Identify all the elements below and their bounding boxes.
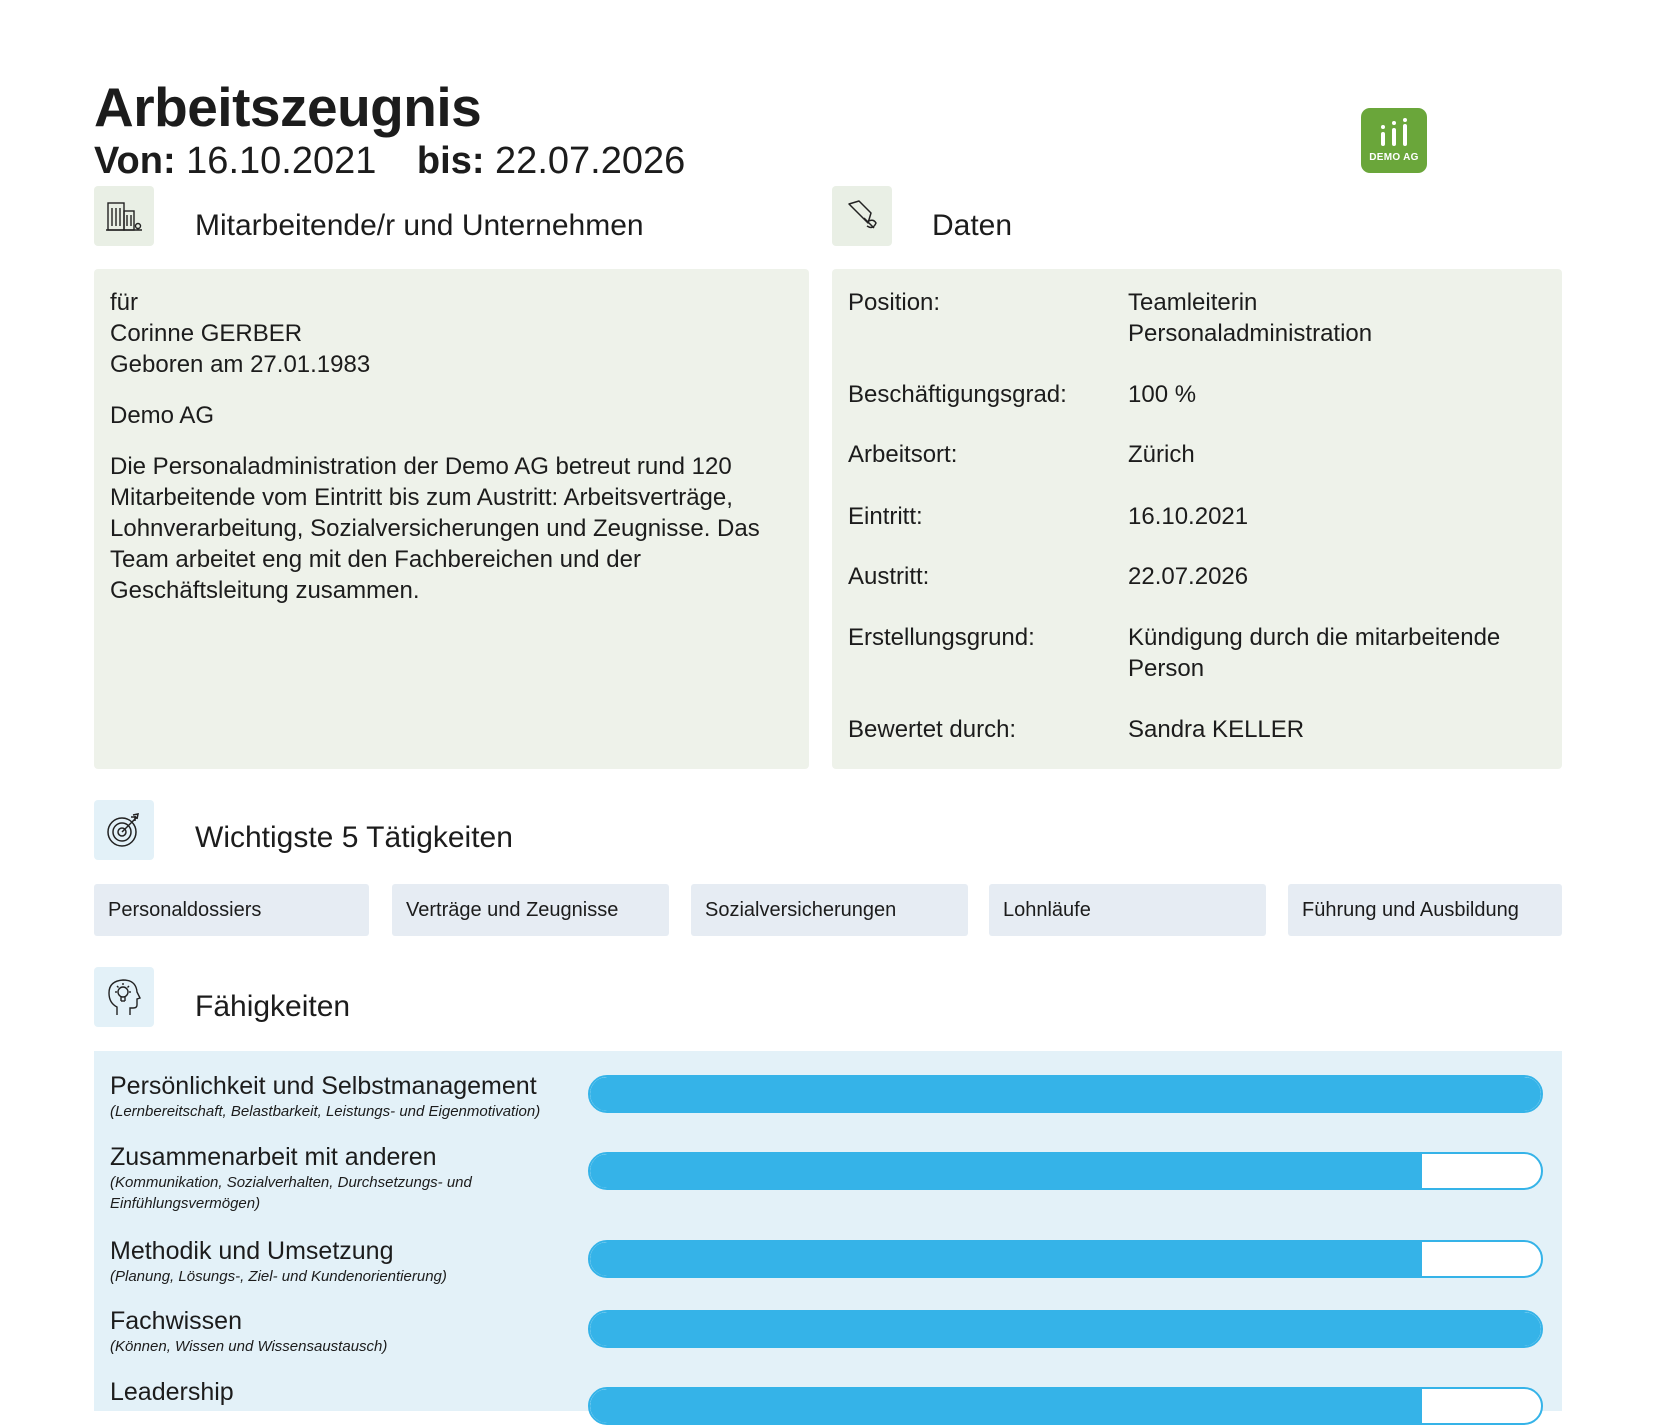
activity-chip: Personaldossiers bbox=[94, 884, 369, 936]
skill-name: Methodik und Umsetzung bbox=[110, 1237, 394, 1265]
employee-panel bbox=[94, 269, 809, 769]
skill-level-fill bbox=[590, 1312, 1541, 1346]
skills-panel bbox=[94, 1051, 1562, 1411]
section-title-activities: Wichtigste 5 Tätigkeiten bbox=[195, 821, 513, 854]
skill-name: Leadership bbox=[110, 1378, 234, 1406]
skill-detail: (Kommunikation, Sozialverhalten, Durchsetzungs- und Einfühlungsvermögen) bbox=[110, 1174, 472, 1212]
skill-level-bar bbox=[588, 1240, 1543, 1278]
skill-name: Persönlichkeit und Selbstmanagement bbox=[110, 1072, 537, 1100]
skill-row bbox=[110, 1142, 1546, 1214]
building-icon bbox=[94, 186, 154, 246]
data-value: Zürich bbox=[1128, 441, 1195, 468]
activity-chip: Verträge und Zeugnisse bbox=[392, 884, 669, 936]
target-icon bbox=[94, 800, 154, 860]
to-label: bis: bbox=[416, 140, 485, 182]
activities-list bbox=[94, 884, 1562, 936]
activity-chip: Lohnläufe bbox=[989, 884, 1266, 936]
skill-detail: (Lernbereitschaft, Belastbarkeit, Leistungs- und Eigenmotivation) bbox=[110, 1103, 541, 1120]
section-title-employee: Mitarbeitende/r und Unternehmen bbox=[195, 209, 644, 242]
section-title-skills: Fähigkeiten bbox=[195, 990, 351, 1023]
certificate-page bbox=[94, 0, 1562, 1406]
data-value: 100 % bbox=[1128, 381, 1197, 408]
skill-detail: (Planung, Lösungs-, Ziel- und Kundenorientierung) bbox=[110, 1268, 447, 1285]
head-lightbulb-icon bbox=[94, 967, 154, 1027]
data-value: Teamleiterin Personaladministration bbox=[1128, 289, 1373, 347]
skill-level-bar bbox=[588, 1152, 1543, 1190]
data-label: Austritt: bbox=[848, 563, 930, 590]
skill-level-fill bbox=[590, 1242, 1422, 1276]
skill-detail: (Können, Wissen und Wissensaustausch) bbox=[110, 1338, 388, 1355]
company-logo bbox=[1361, 108, 1427, 173]
data-label: Eintritt: bbox=[848, 503, 923, 530]
data-value: 16.10.2021 bbox=[1128, 503, 1249, 530]
skill-level-bar bbox=[588, 1387, 1543, 1425]
skill-level-fill bbox=[590, 1389, 1422, 1423]
data-label: Arbeitsort: bbox=[848, 441, 958, 468]
skill-row bbox=[110, 1236, 1546, 1287]
data-panel bbox=[832, 269, 1562, 769]
skill-level-fill bbox=[590, 1077, 1541, 1111]
document-title: Arbeitszeugnis bbox=[94, 76, 482, 138]
bar-chart-icon bbox=[1379, 118, 1409, 148]
data-label: Erstellungsgrund: bbox=[848, 624, 1035, 651]
section-title-data: Daten bbox=[932, 209, 1013, 242]
data-label: Beschäftigungsgrad: bbox=[848, 381, 1067, 408]
from-label: Von: bbox=[94, 140, 176, 182]
skill-level-fill bbox=[590, 1154, 1422, 1188]
company-description: Die Personaladministration der Demo AG betreut rund 120 Mitarbeitende vom Eintritt bis zum Austritt: Arbeitsverträge, Lohnverarbeitung, Sozialversicherungen und Zeugnisse. Das Team arbeitet eng mit den Fachbereichen und der Geschäftsleitung zusammen. bbox=[110, 453, 760, 604]
data-label: Bewertet durch: bbox=[848, 716, 1017, 743]
data-value: 22.07.2026 bbox=[1128, 563, 1249, 590]
company-name: Demo AG bbox=[110, 402, 215, 429]
skill-row bbox=[110, 1071, 1546, 1122]
skill-level-bar bbox=[588, 1310, 1543, 1348]
data-label: Position: bbox=[848, 289, 941, 316]
for-label: für bbox=[110, 289, 139, 316]
to-date: 22.07.2026 bbox=[495, 140, 686, 182]
data-value: Kündigung durch die mitarbeitende Person bbox=[1128, 624, 1501, 682]
logo-text: DEMO AG bbox=[1369, 152, 1419, 163]
employee-name: Corinne GERBER bbox=[110, 320, 303, 347]
pushpin-icon bbox=[832, 186, 892, 246]
skill-level-bar bbox=[588, 1075, 1543, 1113]
activity-chip: Führung und Ausbildung bbox=[1288, 884, 1562, 936]
activity-chip: Sozialversicherungen bbox=[691, 884, 968, 936]
date-range bbox=[94, 138, 685, 184]
skill-name: Fachwissen bbox=[110, 1307, 242, 1335]
from-date: 16.10.2021 bbox=[186, 140, 377, 182]
skill-row bbox=[110, 1306, 1546, 1357]
skill-name: Zusammenarbeit mit anderen bbox=[110, 1143, 437, 1171]
employee-birthdate: Geboren am 27.01.1983 bbox=[110, 351, 371, 378]
data-value: Sandra KELLER bbox=[1128, 716, 1305, 743]
